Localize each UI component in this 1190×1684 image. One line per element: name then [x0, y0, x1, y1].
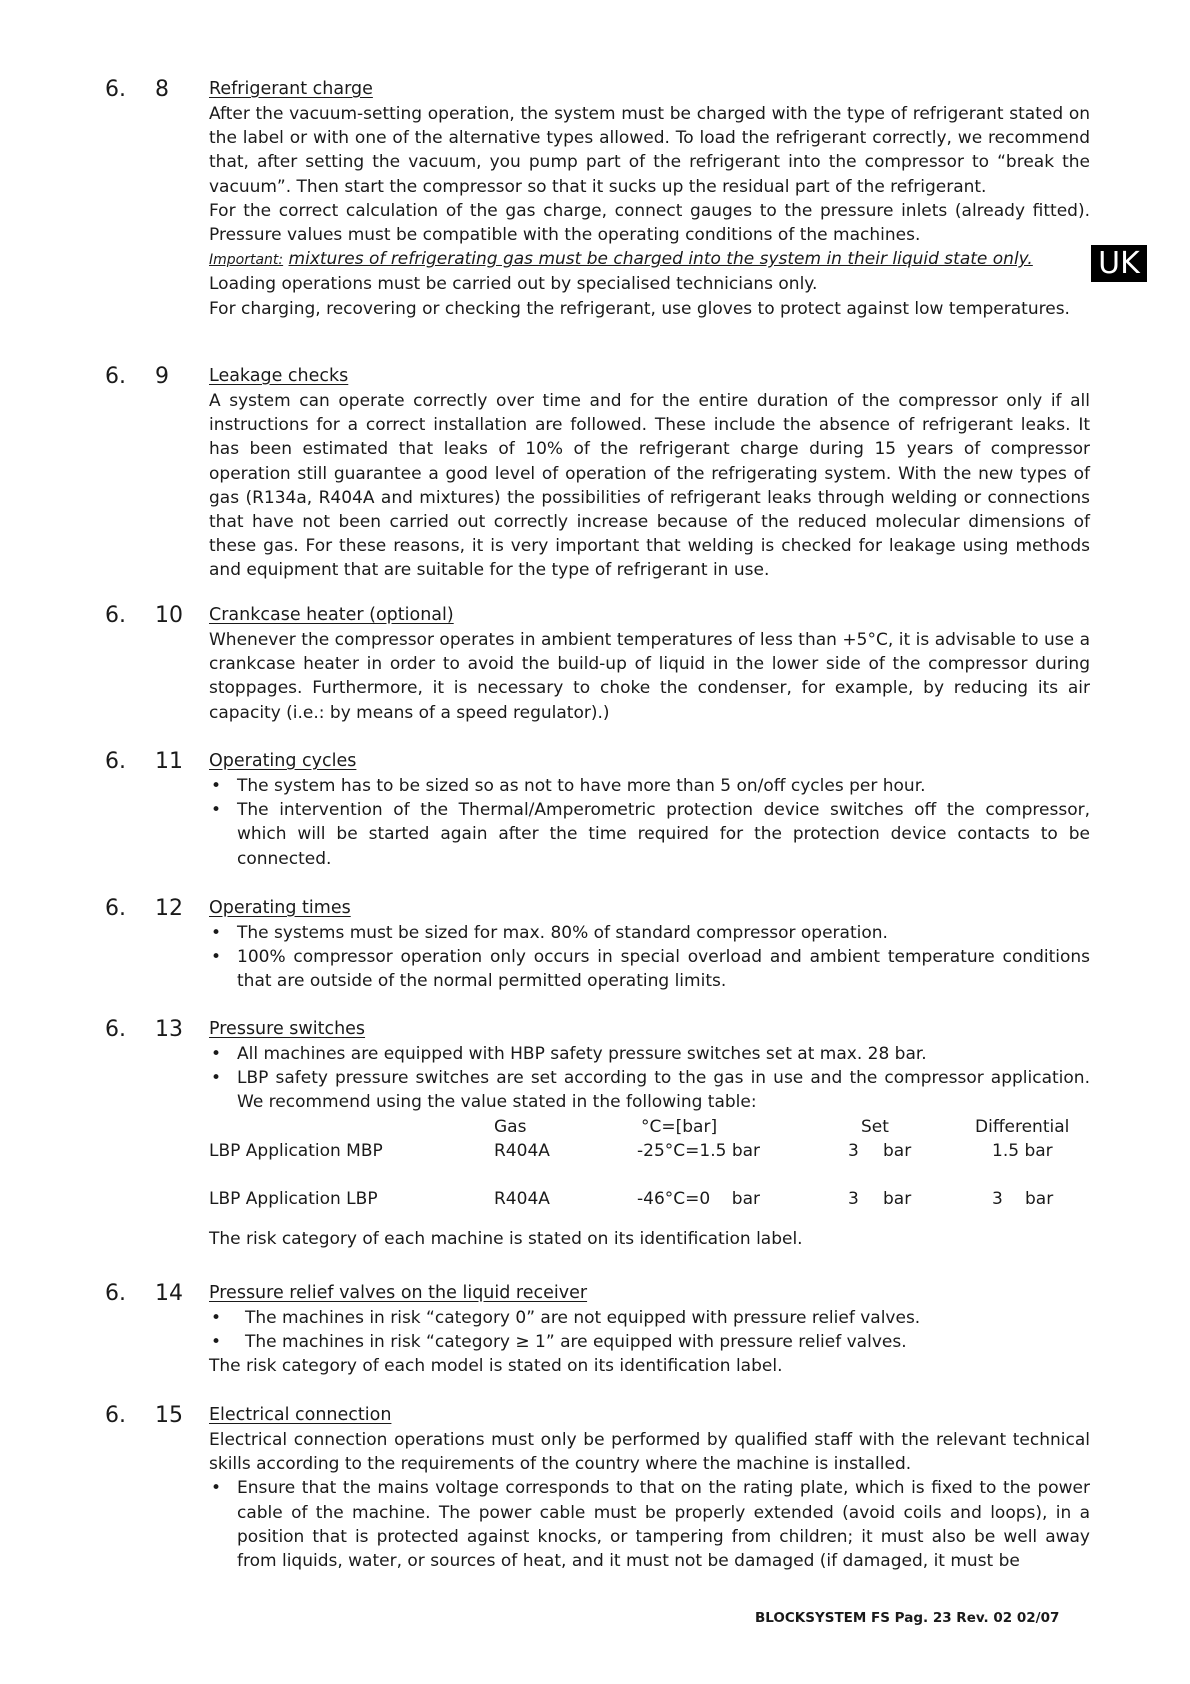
important-label: Important:: [209, 252, 284, 269]
section-number: 6. 14: [105, 1281, 183, 1306]
table-header: Gas: [494, 1116, 527, 1137]
section-number: 6. 10: [105, 603, 183, 628]
section-6-13: [105, 1017, 1090, 1251]
table-cell: -25°C=1.5 bar: [637, 1140, 761, 1161]
list-item: • 100% compressor operation only occurs in special overload and ambient temperature conditions that are outside of the normal permitted operating limits.: [209, 945, 1090, 993]
table-cell: LBP Application MBP: [209, 1140, 383, 1161]
section-title: Operating cycles: [209, 751, 357, 771]
table-cell: 3: [848, 1140, 859, 1161]
section-6-9: [105, 364, 1090, 583]
table-header: °C=[bar]: [641, 1116, 718, 1137]
list-item: • LBP safety pressure switches are set according to the gas in use and the compressor application. We recommend using the value stated in the following table:: [209, 1066, 1090, 1114]
paragraph: After the vacuum-setting operation, the system must be charged with the type of refrigerant stated on the label or with one of the alternative types allowed. To load the refrigerant correctly, we recommend that, after setting the vacuum, you pump part of the refrigerant into the compressor to “break the vacuum”. Then start the compressor so that it sucks up the residual part of the refrigerant.: [209, 104, 1090, 197]
section-title: Leakage checks: [209, 366, 349, 386]
section-number: 6. 11: [105, 749, 183, 774]
table-cell: bar: [883, 1140, 912, 1161]
important-text: mixtures of refrigerating gas must be charged into the system in their liquid state only.: [288, 249, 1033, 270]
list-item: • The system has to be sized so as not to have more than 5 on/off cycles per hour.: [209, 774, 1090, 798]
section-number: 6. 8: [105, 77, 169, 102]
section-6-14: [105, 1281, 1090, 1379]
pressure-switch-table: [209, 1115, 1090, 1215]
table-cell: 1.5 bar: [992, 1140, 1053, 1161]
paragraph: The risk category of each machine is stated on its identification label.: [209, 1228, 803, 1249]
section-number: 6. 13: [105, 1017, 183, 1042]
table-header: Set: [861, 1116, 889, 1137]
section-6-8: [105, 77, 1090, 321]
table-cell: R404A: [494, 1140, 550, 1161]
list-item: • All machines are equipped with HBP safety pressure switches set at max. 28 bar.: [209, 1042, 1090, 1066]
table-cell: 3: [992, 1188, 1003, 1209]
paragraph: For the correct calculation of the gas charge, connect gauges to the pressure inlets (already fitted). Pressure values must be compatible with the operating conditions of the machines.: [209, 200, 1090, 246]
section-6-11: [105, 749, 1090, 871]
table-cell: -46°C=0 bar: [637, 1188, 761, 1209]
list-item: • The systems must be sized for max. 80% of standard compressor operation.: [209, 921, 1090, 945]
paragraph: Electrical connection operations must only be performed by qualified staff with the relevant technical skills according to the requirements of the country where the machine is installed.: [209, 1430, 1090, 1475]
section-number: 6. 15: [105, 1403, 183, 1428]
paragraph: Loading operations must be carried out by specialised technicians only.: [209, 274, 818, 295]
paragraph: A system can operate correctly over time and for the entire duration of the compressor only if all instructions for a correct installation are followed. These include the absence of refrigerant leaks. It has been estimated that leaks of 10% of the refrigerant charge during 15 years of compressor operation still guarantee a good level of operation of the refrigerating system. With the new types of gas (R134a, R404A and mixtures) the possibilities of refrigerant leaks through welding or connections that have not been carried out correctly increase because of the reduced molecular dimensions of these gas. For these reasons, it is very important that welding is checked for leakage using methods and equipment that are suitable for the type of refrigerant in use.: [209, 391, 1090, 581]
list-item: • The intervention of the Thermal/Amperometric protection device switches off the compressor, which will be started again after the time required for the protection device contacts to be connected.: [209, 798, 1090, 871]
table-cell: LBP Application LBP: [209, 1188, 378, 1209]
section-number: 6. 12: [105, 896, 183, 921]
section-6-10: [105, 603, 1090, 725]
list-item: • Ensure that the mains voltage corresponds to that on the rating plate, which is fixed to the power cable of the machine. The power cable must be properly extended (avoid coils and loops), in a position that is protected against knocks, or tampering from children; it must also be well away from liquids, water, or sources of heat, and it must not be damaged (if damaged, it must be: [209, 1476, 1090, 1573]
section-title: Electrical connection: [209, 1405, 392, 1425]
section-title: Pressure switches: [209, 1019, 366, 1039]
paragraph: For charging, recovering or checking the refrigerant, use gloves to protect against low temperatures.: [209, 298, 1070, 319]
paragraph: The risk category of each model is stated on its identification label.: [209, 1356, 783, 1377]
page-footer: BLOCKSYSTEM FS Pag. 23 Rev. 02 02/07: [755, 1610, 1060, 1626]
table-cell: 3: [848, 1188, 859, 1209]
section-title: Crankcase heater (optional): [209, 605, 454, 625]
table-cell: bar: [883, 1188, 912, 1209]
language-badge: UK: [1091, 245, 1147, 282]
section-6-12: [105, 896, 1090, 994]
list-item: • The machines in risk “category ≥ 1” are equipped with pressure relief valves.: [209, 1330, 1090, 1354]
section-6-15: [105, 1403, 1090, 1573]
section-title: Operating times: [209, 898, 351, 918]
table-header: Differential: [975, 1116, 1070, 1137]
section-number: 6. 9: [105, 364, 169, 389]
table-cell: bar: [1025, 1188, 1054, 1209]
list-item: • The machines in risk “category 0” are not equipped with pressure relief valves.: [209, 1306, 1090, 1330]
table-cell: R404A: [494, 1188, 550, 1209]
section-title: Refrigerant charge: [209, 79, 373, 99]
section-title: Pressure relief valves on the liquid receiver: [209, 1283, 588, 1303]
paragraph: Whenever the compressor operates in ambient temperatures of less than +5°C, it is advisable to use a crankcase heater in order to avoid the build-up of liquid in the lower side of the compressor during stoppages. Furthermore, it is necessary to choke the condenser, for example, by reducing its air capacity (i.e.: by means of a speed regulator).): [209, 630, 1090, 723]
important-note: [209, 247, 1090, 272]
